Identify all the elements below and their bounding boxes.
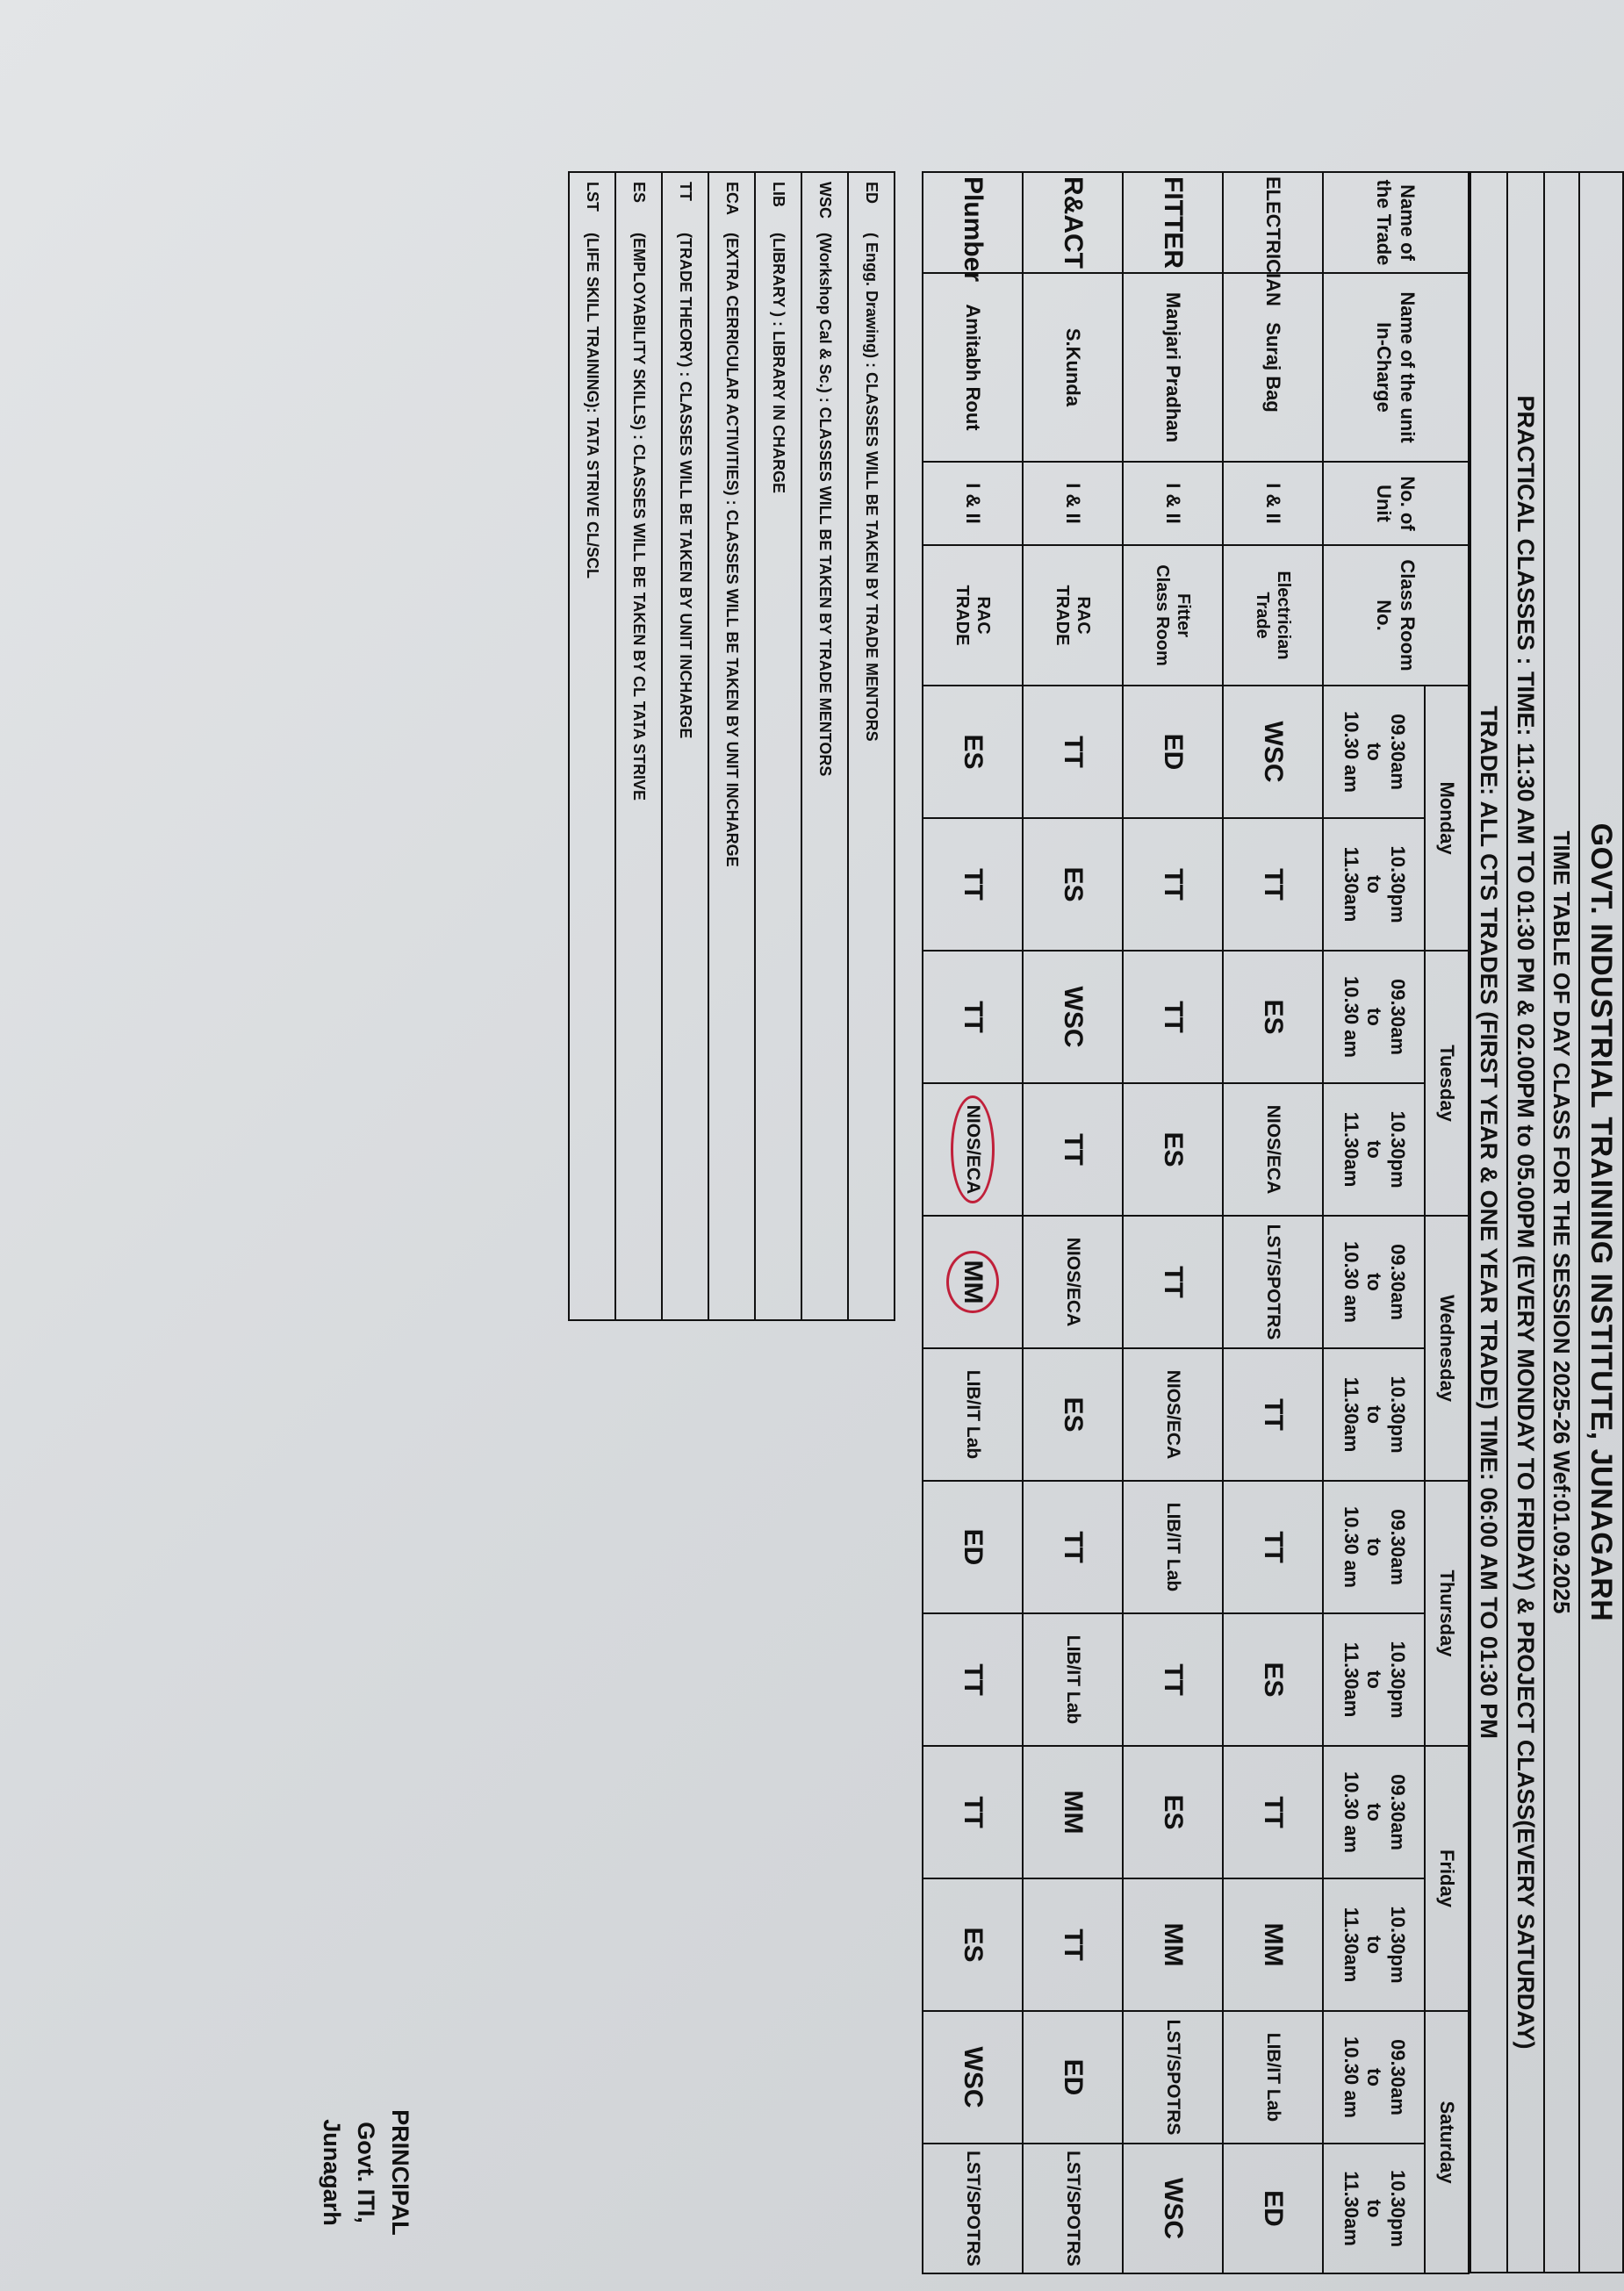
subject-cell [923, 2011, 1023, 2144]
class-room-line: Fitter [1174, 593, 1193, 637]
time-slot-header [1323, 1878, 1425, 2011]
legend-entry [755, 172, 801, 1320]
time-slot-header [1323, 1481, 1425, 1613]
time-slot-line: 10.30pm [1386, 1906, 1409, 1984]
subject-code: NIOS/ECA [1263, 1104, 1283, 1195]
subject-cell [923, 1481, 1023, 1613]
subject-code: LST/SPOTRS [1163, 2019, 1183, 2136]
subject-cell [1123, 1878, 1223, 2011]
subject-code: ED [959, 1528, 988, 1566]
legend-row [662, 172, 708, 1320]
subject-cell [1023, 1216, 1123, 1348]
subject-code: ES [1159, 1794, 1188, 1830]
unit-count: I & II [1223, 462, 1323, 545]
subject-cell [923, 2144, 1023, 2273]
subject-code: ES [959, 734, 988, 770]
subject-code: ES [1159, 1131, 1188, 1167]
subject-code: MM [1059, 1790, 1088, 1835]
legend-row [708, 172, 755, 1320]
time-slot-line: 09.30am [1386, 979, 1409, 1055]
time-slot-line: to [1363, 2068, 1386, 2086]
time-slot-line: 10.30 am [1340, 2036, 1362, 2118]
subject-code: TT [1059, 1928, 1088, 1961]
subject-cell [1223, 2144, 1323, 2273]
legend-entry [848, 172, 895, 1320]
subject-cell [923, 1613, 1023, 1746]
time-slot-header [1323, 951, 1425, 1083]
time-slot-line: 10.30 am [1340, 1771, 1362, 1853]
subject-code: WSC [959, 2046, 988, 2108]
subject-cell [1123, 2144, 1223, 2273]
subject-cell [1023, 1878, 1123, 2011]
subject-cell [1223, 1746, 1323, 1878]
subject-cell [923, 686, 1023, 818]
subject-cell [1123, 2011, 1223, 2144]
subject-code: TT [1059, 1531, 1088, 1563]
subject-code: ED [1059, 2058, 1088, 2096]
time-slot-line: 11.30am [1340, 1641, 1362, 1718]
legend-row [755, 172, 801, 1320]
legend-abbr: LIB [770, 182, 787, 207]
table-row [923, 172, 1023, 2273]
unit-incharge: Manjari Pradhan [1123, 273, 1223, 462]
time-slot-line: 10.30 am [1340, 976, 1362, 1058]
time-slot-line: to [1363, 1670, 1386, 1689]
time-slot-line: 10.30pm [1386, 1641, 1409, 1719]
subject-cell [923, 1348, 1023, 1481]
subject-code: LST/SPOTRS [1263, 1224, 1283, 1340]
subject-cell [1023, 1613, 1123, 1746]
time-slot-line: 09.30am [1386, 1509, 1409, 1585]
subject-cell [923, 1216, 1023, 1348]
subject-code: LIB/IT Lab [1263, 2032, 1283, 2122]
subject-cell [1123, 1481, 1223, 1613]
legend-text: (Workshop Cal & Sc.) : CLASSES WILL BE TAKEN BY TRADE MENTORS [816, 233, 834, 777]
subject-cell [1223, 1613, 1323, 1746]
subject-cell [1023, 1083, 1123, 1216]
legend-row [801, 172, 848, 1320]
time-slot-header [1323, 2144, 1425, 2273]
legend-abbr: ES [630, 182, 648, 204]
legend-row [848, 172, 895, 1320]
document [318, 171, 1624, 2273]
principal-office: Govt. ITI, Junagarh [318, 2119, 379, 2226]
subject-cell [1223, 1878, 1323, 2011]
time-slot-line: 11.30am [1340, 846, 1362, 923]
day-header-saturday: Saturday [1425, 2011, 1469, 2273]
subject-cell [923, 1878, 1023, 2011]
time-slot-line: 11.30am [1340, 1376, 1362, 1453]
time-slot-header [1323, 1613, 1425, 1746]
day-header-monday: Monday [1425, 686, 1469, 951]
time-slot-line: to [1363, 1008, 1386, 1026]
time-slot-line: 10.30pm [1386, 2169, 1409, 2248]
subject-cell [1223, 1481, 1323, 1613]
time-slot-line: to [1363, 1936, 1386, 1954]
timetable [922, 171, 1470, 2274]
subject-code: NIOS/ECA [951, 1095, 995, 1204]
subject-code: TT [959, 1663, 988, 1696]
legend-text: (LIBRARY ) : LIBRARY IN CHARGE [770, 233, 787, 493]
time-slot-line: 10.30pm [1386, 1375, 1409, 1454]
subject-code: ES [1059, 866, 1088, 902]
subject-cell [1123, 1348, 1223, 1481]
legend-abbr: LST [584, 182, 601, 212]
time-slot-header [1323, 1216, 1425, 1348]
subject-code: TT [1259, 1796, 1288, 1828]
subject-code: NIOS/ECA [1063, 1237, 1083, 1327]
subject-code: ES [959, 1927, 988, 1963]
subject-cell [1023, 1746, 1123, 1878]
legend-abbr: ECA [723, 182, 741, 216]
institute-title: GOVT. INDUSTRIAL TRAINING INSTITUTE, JUNAGARH [1578, 173, 1622, 2272]
subject-code: TT [1159, 868, 1188, 901]
legend-text: (LIFE SKILL TRAINING): TATA STRIVE CL/SCL [584, 233, 601, 578]
time-slot-line: 11.30am [1340, 1111, 1362, 1188]
legend-entry [801, 172, 848, 1320]
header-box [1470, 171, 1624, 2273]
subject-cell [923, 951, 1023, 1083]
subject-code: LIB/IT Lab [1163, 1502, 1183, 1592]
trade-name: Plumber [923, 172, 1023, 273]
subject-cell [1023, 1481, 1123, 1613]
subject-cell [1123, 686, 1223, 818]
subject-code: MM [1259, 1922, 1288, 1967]
subject-cell [1023, 2011, 1123, 2144]
trade-name: R&ACT [1023, 172, 1123, 273]
legend-entry [569, 172, 615, 1320]
day-header-thursday: Thursday [1425, 1481, 1469, 1746]
trade-name: ELECTRICIAN [1223, 172, 1323, 273]
subject-code: TT [959, 868, 988, 901]
col-header-units: No. of Unit [1323, 462, 1469, 545]
time-slot-line: 09.30am [1386, 1774, 1409, 1850]
subject-cell [1223, 1216, 1323, 1348]
subject-code: WSC [1059, 986, 1088, 1048]
legend-entry [708, 172, 755, 1320]
subject-cell [923, 1083, 1023, 1216]
class-room-line: RAC [1074, 596, 1093, 635]
time-slot-header [1323, 1746, 1425, 1878]
subject-cell [1123, 1613, 1223, 1746]
subject-code: LIB/IT Lab [1063, 1634, 1083, 1725]
subject-code: TT [1159, 1001, 1188, 1033]
subject-code: NIOS/ECA [1163, 1369, 1183, 1460]
day-header-friday: Friday [1425, 1746, 1469, 2011]
subject-code: TT [1259, 868, 1288, 901]
legend-abbr: ED [863, 182, 880, 205]
time-slot-line: 11.30am [1340, 2171, 1362, 2246]
legend-text: ( Engg. Drawing) : CLASSES WILL BE TAKEN BY TRADE MENTORS [863, 233, 880, 742]
subject-code: WSC [1259, 721, 1288, 783]
subject-cell [923, 818, 1023, 951]
unit-incharge: S.Kunda [1023, 273, 1123, 462]
abbreviation-legend [568, 171, 895, 1321]
unit-incharge: Suraj Bag [1223, 273, 1323, 462]
time-slot-line: 10.30 am [1340, 1506, 1362, 1588]
class-room-line: Trade [1253, 592, 1272, 639]
subject-code: ES [1259, 999, 1288, 1035]
time-slot-line: to [1363, 1273, 1386, 1291]
time-slot-header [1323, 818, 1425, 951]
class-room [923, 545, 1023, 686]
col-header-trade: Name of the Trade [1323, 172, 1469, 273]
time-slot-line: 10.30pm [1386, 845, 1409, 923]
subject-code: LIB/IT Lab [963, 1369, 983, 1460]
time-slot-line: 09.30am [1386, 714, 1409, 790]
legend-text: (EXTRA CERRICULAR ACTIVITIES) : CLASSES WILL BE TAKEN BY UNIT INCHARGE [723, 233, 741, 867]
session-line: TIME TABLE OF DAY CLASS FOR THE SESSION 2025-26 Wef:01.09.2025 [1543, 173, 1578, 2272]
subject-code: TT [959, 1001, 988, 1033]
subject-code: TT [1159, 1266, 1188, 1298]
class-room-line: TRADE [1053, 585, 1072, 646]
col-header-incharge: Name of the unit In-Charge [1323, 273, 1469, 462]
class-room-line: Class Room [1153, 564, 1172, 666]
subject-code: ES [1059, 1397, 1088, 1433]
legend-abbr: WSC [816, 182, 834, 219]
subject-cell [1023, 686, 1123, 818]
subject-cell [923, 1746, 1023, 1878]
time-slot-header [1323, 686, 1425, 818]
subject-code: TT [959, 1796, 988, 1828]
unit-count: I & II [923, 462, 1023, 545]
unit-count: I & II [1123, 462, 1223, 545]
subject-cell [1023, 1348, 1123, 1481]
time-slot-line: 11.30am [1340, 1907, 1362, 1983]
time-slot-line: to [1363, 1538, 1386, 1556]
legend-abbr: TT [677, 182, 694, 201]
time-slot-line: to [1363, 1803, 1386, 1821]
subject-cell [1223, 1083, 1323, 1216]
subject-cell [1123, 1083, 1223, 1216]
subject-cell [1123, 818, 1223, 951]
subject-code: MM [946, 1251, 999, 1314]
subject-code: TT [1159, 1663, 1188, 1696]
subject-cell [1023, 951, 1123, 1083]
subject-code: TT [1259, 1398, 1288, 1431]
subject-cell [1123, 951, 1223, 1083]
class-room-line: RAC [974, 596, 993, 635]
time-slot-header [1323, 1083, 1425, 1216]
col-header-room: Class Room No. [1323, 545, 1469, 686]
table-row [1023, 172, 1123, 2273]
day-header-wednesday: Wednesday [1425, 1216, 1469, 1481]
subject-code: LST/SPOTRS [1063, 2151, 1083, 2266]
subject-cell [1223, 818, 1323, 951]
subject-cell [1023, 818, 1123, 951]
unit-count: I & II [1023, 462, 1123, 545]
subject-cell [1223, 1348, 1323, 1481]
time-slot-line: 10.30 am [1340, 1241, 1362, 1323]
legend-entry [615, 172, 662, 1320]
subject-code: TT [1059, 1133, 1088, 1166]
class-room [1123, 545, 1223, 686]
subject-code: ES [1259, 1662, 1288, 1698]
time-slot-line: to [1363, 2199, 1386, 2218]
subject-code: ED [1159, 733, 1188, 771]
class-room-line: TRADE [952, 585, 972, 646]
day-header-tuesday: Tuesday [1425, 951, 1469, 1216]
subject-cell [1223, 686, 1323, 818]
subject-cell [1023, 2144, 1123, 2273]
time-slot-line: 09.30am [1386, 2039, 1409, 2115]
subject-code: TT [1059, 736, 1088, 768]
legend-row [615, 172, 662, 1320]
subject-cell [1223, 951, 1323, 1083]
class-room [1023, 545, 1123, 686]
time-slot-line: to [1363, 1140, 1386, 1159]
class-room [1223, 545, 1323, 686]
subject-cell [1123, 1746, 1223, 1878]
legend-text: (TRADE THEORY) : CLASSES WILL BE TAKEN BY UNIT INCHARGE [677, 233, 694, 739]
subject-code: MM [1159, 1922, 1188, 1967]
trade-name: FITTER [1123, 172, 1223, 273]
time-slot-line: to [1363, 1405, 1386, 1424]
table-row [1123, 172, 1223, 2273]
subject-code: WSC [1159, 2178, 1188, 2240]
time-slot-line: to [1363, 875, 1386, 894]
time-slot-line: to [1363, 743, 1386, 761]
subject-cell [1223, 2011, 1323, 2144]
subject-code: LST/SPOTRS [963, 2151, 983, 2266]
legend-row [569, 172, 615, 1320]
time-slot-header [1323, 2011, 1425, 2144]
time-slot-line: 10.30pm [1386, 1110, 1409, 1189]
unit-incharge: Amitabh Rout [923, 273, 1023, 462]
table-row [1223, 172, 1323, 2273]
time-slot-header [1323, 1348, 1425, 1481]
legend-text: (EMPLOYABILITY SKILLS) : CLASSES WILL BE TAKEN BY CL TATA STRIVE [630, 233, 648, 801]
practical-classes-line: PRACTICAL CLASSES : TIME: 11:30 AM TO 01:30 PM & 02.00PM to 05.00PM (EVERY MONDAY TO FRIDAY) & PROJECT CLASS(EVERY SATURDAY) [1506, 173, 1543, 2272]
class-room-line: Electrician [1274, 571, 1293, 660]
subject-code: ED [1259, 2190, 1288, 2227]
principal-title: PRINCIPAL [387, 2109, 413, 2236]
subject-code: TT [1259, 1531, 1288, 1563]
legend-entry [662, 172, 708, 1320]
subject-cell [1123, 1216, 1223, 1348]
signature-block [314, 2072, 417, 2273]
time-slot-line: 09.30am [1386, 1244, 1409, 1320]
time-slot-line: 10.30 am [1340, 711, 1362, 793]
trade-time-line: TRADE: ALL CTS TRADES (FIRST YEAR & ONE YEAR TRADE) TIME: 06:00 AM TO 01:30 PM [1470, 173, 1506, 2272]
